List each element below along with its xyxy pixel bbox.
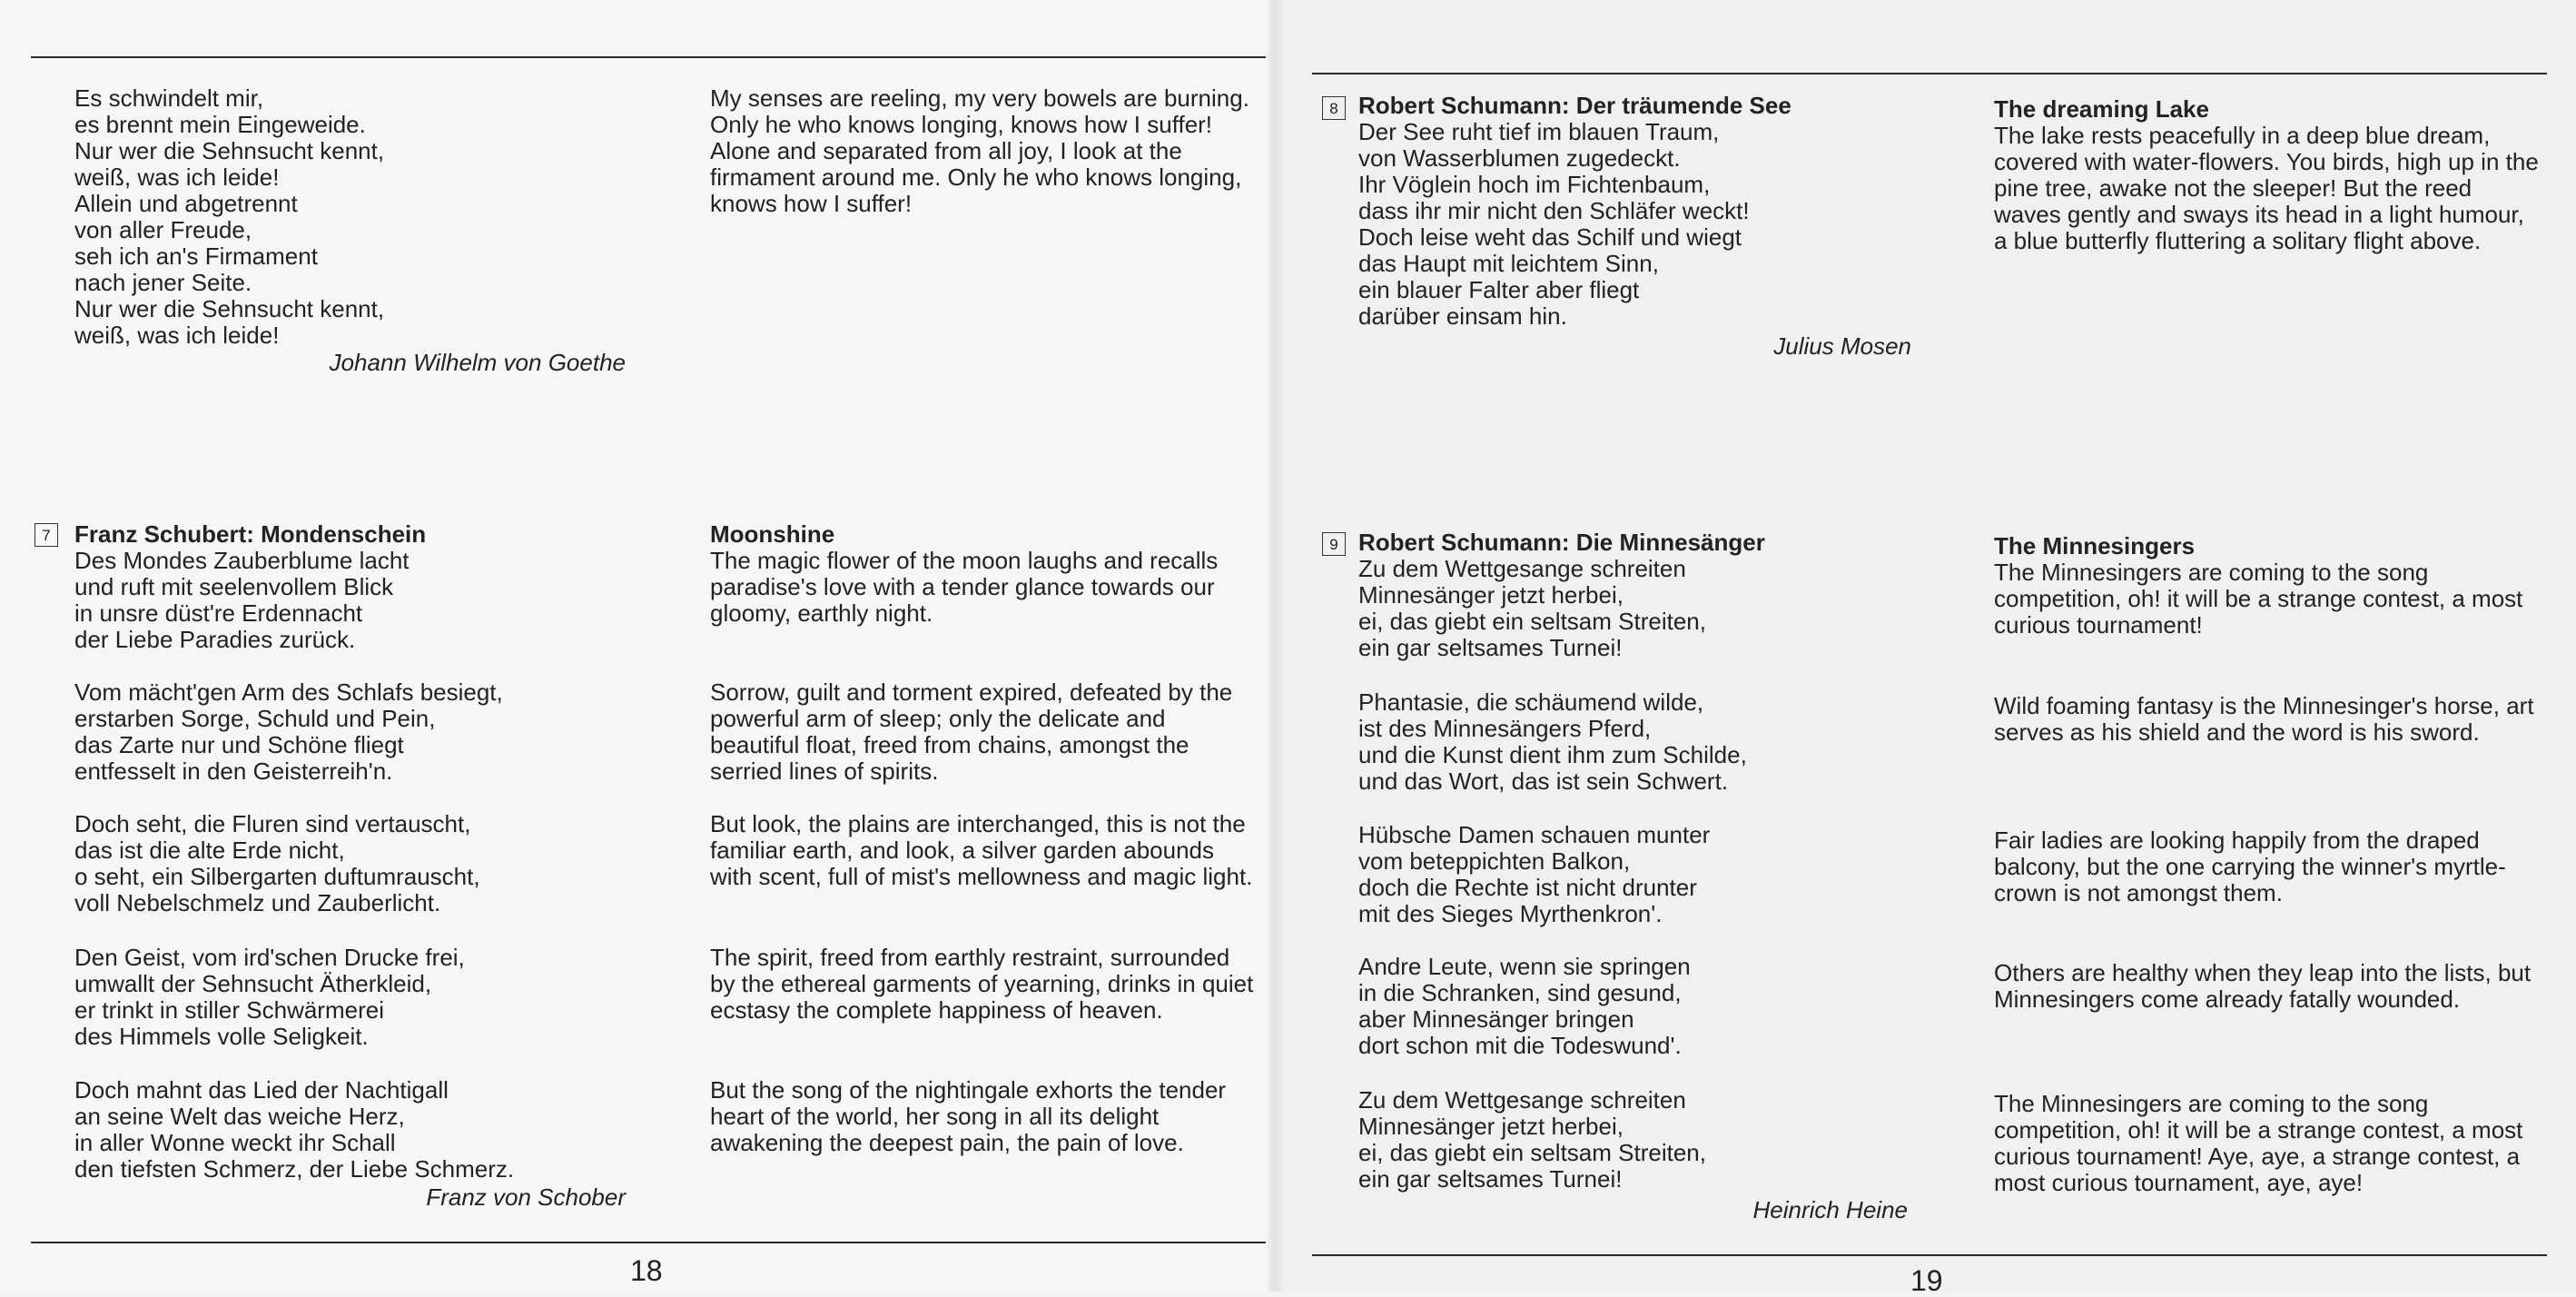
minnesaenger-title-en: The Minnesingers [1994,532,2196,559]
verse-line: Ihr Vöglein hoch im Fichtenbaum, [1358,171,1711,198]
verse-line: und ruft mit seelenvollem Blick [74,573,394,600]
verse-line: weiß, was ich leide! [74,163,280,191]
verse-line: Allein und abgetrennt [74,190,298,217]
verse-line: an seine Welt das weiche Herz, [74,1103,405,1130]
verse-line: in die Schranken, sind gesund, [1358,979,1682,1006]
book-spine [1268,0,1282,1292]
verse-line: mit des Sieges Myrthenkron'. [1358,900,1663,927]
verse-line: den tiefsten Schmerz, der Liebe Schmerz. [74,1155,515,1183]
verse-line: Den Geist, vom ird'schen Drucke frei, [74,944,465,971]
verse-line: von Wasserblumen zugedeckt. [1358,144,1681,172]
verse-line: dort schon mit die Todeswund'. [1358,1032,1682,1059]
translation-paragraph: But look, the plains are interchanged, this is not the familiar earth, and look, a silver garden abounds with scent, full of mist's mellowness and magic light. [710,810,1253,890]
translation-paragraph: The lake rests peacefully in a deep blue dream, covered with water-flowers. You birds, high up in the pine tree, awake not the sleeper! But the reed waves gently and sways its head in a light humour, a blue butterfly fluttering a solitary flight above. [1994,122,2539,254]
verse-line: erstarben Sorge, Schuld und Pein, [74,705,436,732]
mondenschein-stanza-4-de [74,945,465,1050]
verse-line: darüber einsam hin. [1358,302,1567,330]
mondenschein-stanza-3-de [74,811,480,916]
verse-line: Doch mahnt das Lied der Nachtigall [74,1076,449,1104]
verse-line: von aller Freude, [74,216,252,243]
verse-line: Der See ruht tief im blauen Traum, [1358,118,1720,145]
minnesaenger-author: Heinrich Heine [1752,1196,1908,1223]
verse-line: in unsre düst're Erdennacht [74,599,363,627]
verse-line: das ist die alte Erde nicht, [74,837,345,864]
minnesaenger-stanza-5-de [1358,1087,1706,1193]
translation-paragraph: Sorrow, guilt and torment expired, defeated by the powerful arm of sleep; only the delicate and beautiful float, freed from chains, amongst the serried lines of spirits. [710,678,1233,785]
translation-paragraph: The Minnesingers are coming to the song competition, oh! it will be a strange contest, a most curious tournament! Aye, aye, a strange contest, a most curious tournament, aye, aye! [1994,1090,2523,1196]
track-number-8: 8 [1322,96,1346,120]
verse-line: Andre Leute, wenn sie springen [1358,953,1691,980]
verse-line: ein gar seltsames Turnei! [1358,634,1623,661]
verse-line: Phantasie, die schäumend wilde, [1358,688,1704,716]
verse-line: dass ihr mir nicht den Schläfer weckt! [1358,197,1750,224]
track-number-7: 7 [35,523,58,547]
verse-line: umwallt der Sehnsucht Ätherkleid, [74,970,432,997]
verse-line: Doch seht, die Fluren sind vertauscht, [74,810,471,837]
mondenschein-title-de: Franz Schubert: Mondenschein [74,520,427,548]
verse-line: ist des Minnesängers Pferd, [1358,715,1652,742]
verse-line: das Zarte nur und Schöne fliegt [74,731,404,758]
verse-line: weiß, was ich leide! [74,322,280,349]
translation-paragraph: The magic flower of the moon laughs and recalls paradise's love with a tender glance towards our gloomy, earthly night. [710,547,1219,627]
track-number-9: 9 [1322,532,1346,556]
verse-line: aber Minnesänger bringen [1358,1005,1634,1033]
verse-line: Zu dem Wettgesange schreiten [1358,555,1686,582]
mondenschein-stanza-2-de [74,679,503,785]
translation-paragraph: The Minnesingers are coming to the song competition, oh! it will be a strange contest, a most curious tournament! [1994,559,2523,639]
verse-line: ein blauer Falter aber fliegt [1358,276,1640,303]
bottom-rule-left [31,1242,1266,1243]
verse-line: Vom mächt'gen Arm des Schlafs besiegt, [74,678,503,706]
goethe-author: Johann Wilhelm von Goethe [329,349,626,376]
minnesaenger-stanza-3-de [1358,822,1710,927]
mondenschein-german [74,521,426,653]
verse-line: Es schwindelt mir, [74,84,264,112]
mondenschein-stanza-5-de [74,1077,514,1183]
verse-line: o seht, ein Silbergarten duftumrauscht, [74,863,480,890]
goethe-german-text [74,85,384,349]
verse-line: vom beteppichten Balkon, [1358,847,1631,875]
verse-line: der Liebe Paradies zurück. [74,626,356,653]
minnesaenger-german [1358,530,1765,661]
verse-line: seh ich an's Firmament [74,243,318,270]
minnesaenger-stanza-4-de [1358,954,1691,1059]
translation-paragraph: Fair ladies are looking happily from the draped balcony, but the one carrying the winner's myrtle-crown is not amongst them. [1994,827,2506,906]
verse-line: voll Nebelschmelz und Zauberlicht. [74,889,441,916]
minnesaenger-stanza-2-de [1358,689,1747,795]
minnesaenger-title-de: Robert Schumann: Die Minnesänger [1358,529,1765,556]
top-rule-left [31,56,1266,58]
top-rule-right [1312,73,2547,74]
goethe-english-text: My senses are reeling, my very bowels are burning. Only he who knows longing, knows how I suffer! Alone and separated from all joy, I look at the firmament around me. Only he who knows longing, knows how I suffer! [710,84,1249,217]
translation-paragraph: Others are healthy when they leap into the lists, but Minnesingers come already fatally wounded. [1994,959,2532,1013]
verse-line: das Haupt mit leichtem Sinn, [1358,250,1659,277]
verse-line: Doch leise weht das Schilf und wiegt [1358,223,1742,251]
verse-line: nach jener Seite. [74,269,252,296]
see-title-en: The dreaming Lake [1994,95,2209,123]
verse-line: Nur wer die Sehnsucht kennt, [74,295,385,322]
translation-paragraph: The spirit, freed from earthly restraint, surrounded by the ethereal garments of yearning, drinks in quiet ecstasy the complete happiness of heaven. [710,944,1254,1024]
translation-paragraph: But the song of the nightingale exhorts the tender heart of the world, her song in all its delight awakening the deepest pain, the pain of love. [710,1076,1227,1156]
verse-line: er trinkt in stiller Schwärmerei [74,996,384,1024]
verse-line: ei, das giebt ein seltsam Streiten, [1358,1139,1706,1166]
verse-line: Des Mondes Zauberblume lacht [74,547,410,574]
verse-line: es brennt mein Eingeweide. [74,111,366,138]
bottom-rule-right [1312,1254,2547,1256]
verse-line: und die Kunst dient ihm zum Schilde, [1358,741,1747,768]
verse-line: Minnesänger jetzt herbei, [1358,581,1624,609]
mondenschein-title-en: Moonshine [710,520,835,548]
page-number-right: 19 [1910,1264,1943,1297]
page-number-left: 18 [630,1254,663,1287]
verse-line: ei, das giebt ein seltsam Streiten, [1358,608,1706,635]
verse-line: Hübsche Damen schauen munter [1358,821,1711,848]
verse-line: Nur wer die Sehnsucht kennt, [74,137,385,164]
verse-line: Zu dem Wettgesange schreiten [1358,1086,1686,1114]
mondenschein-author: Franz von Schober [426,1183,626,1211]
mondenschein-english-1 [710,521,1255,627]
see-author: Julius Mosen [1773,332,1911,360]
verse-line: Minnesänger jetzt herbei, [1358,1113,1624,1140]
see-english [1994,96,2539,254]
verse-line: entfesselt in den Geisterreih'n. [74,757,393,785]
verse-line: ein gar seltsames Turnei! [1358,1165,1623,1193]
see-title-de: Robert Schumann: Der träumende See [1358,92,1791,119]
verse-line: in aller Wonne weckt ihr Schall [74,1129,396,1156]
see-german [1358,93,1791,330]
minnesaenger-english-1 [1994,533,2557,639]
verse-line: und das Wort, das ist sein Schwert. [1358,767,1729,795]
translation-paragraph: Wild foaming fantasy is the Minnesinger's horse, art serves as his shield and the word is his sword. [1994,692,2534,746]
verse-line: des Himmels volle Seligkeit. [74,1023,369,1050]
verse-line: doch die Rechte ist nicht drunter [1358,874,1697,901]
